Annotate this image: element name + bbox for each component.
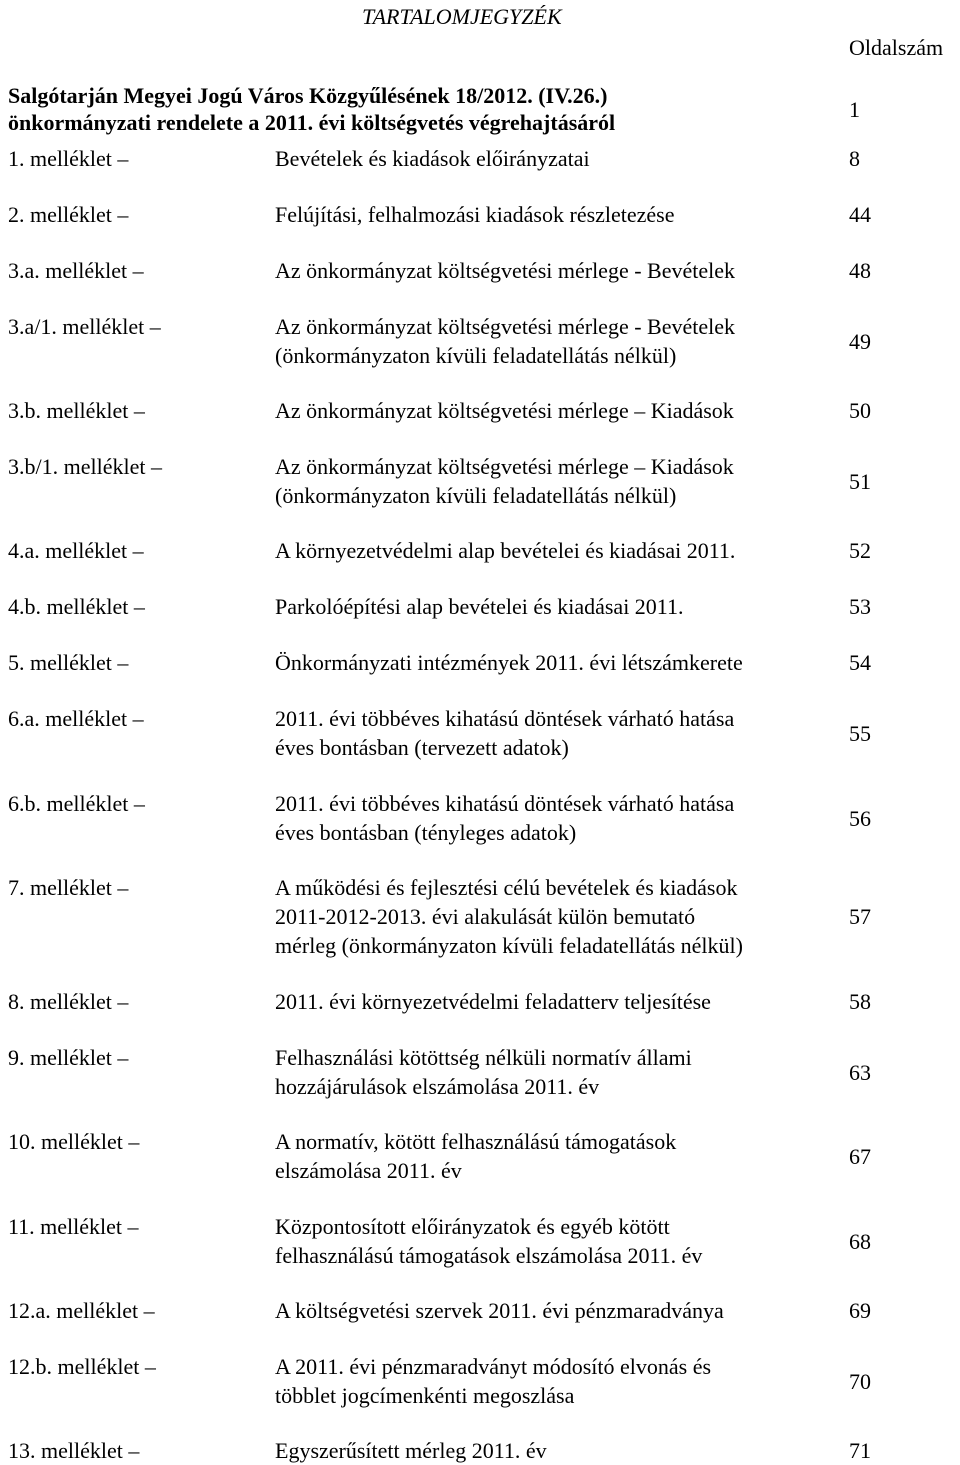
toc-entry-label: 8. melléklet – [8,989,129,1014]
toc-entry-description-line: Önkormányzati intézmények 2011. évi létszámkerete [275,650,743,675]
toc-entry-description-line: A költségvetési szervek 2011. évi pénzmaradványa [275,1298,724,1323]
toc-entry-description [275,592,835,621]
toc-entry-description [275,789,835,847]
toc-entry-description [275,987,835,1016]
toc-entry-page-number: 71 [849,1438,871,1463]
toc-entry-page-number: 57 [849,904,871,929]
toc-entry-label: 3.a/1. melléklet – [8,314,161,339]
toc-entry-page-number: 48 [849,258,871,283]
toc-entry-description-line: Parkolóépítési alap bevételei és kiadásai 2011. [275,594,684,619]
toc-entry-label: 7. melléklet – [8,875,129,900]
toc-entry-page-number: 54 [849,650,871,675]
toc-entry-description-line: hozzájárulások elszámolása 2011. év [275,1074,600,1099]
toc-entry-page-number: 53 [849,594,871,619]
toc-entry-description-line: (önkormányzaton kívüli feladatellátás nélkül) [275,483,677,508]
toc-entry-description-line: Az önkormányzat költségvetési mérlege - Bevételek [275,258,735,283]
toc-entry-label: 10. melléklet – [8,1129,140,1154]
toc-entry-description [275,873,835,960]
toc-entry-description-line: A környezetvédelmi alap bevételei és kiadásai 2011. [275,538,736,563]
toc-entry-description-line: mérleg (önkormányzaton kívüli feladatellátás nélkül) [275,933,743,958]
toc-entry-page-number: 58 [849,989,871,1014]
toc-entry-description-line: Központosított előirányzatok és egyéb kötött [275,1214,670,1239]
toc-title: TARTALOMJEGYZÉK [362,4,562,29]
toc-entry-label: 4.a. melléklet – [8,538,144,563]
intro-line: önkormányzati rendelete a 2011. évi költségvetés végrehajtásáról [8,110,616,135]
toc-entry-description [275,704,835,762]
toc-entry-label: 12.a. melléklet – [8,1298,155,1323]
toc-entry-description [275,200,835,229]
toc-entry-page-number: 70 [849,1368,871,1394]
toc-entry-label: 3.a. melléklet – [8,258,144,283]
toc-entry-page-number: 51 [849,468,871,494]
toc-entry-description [275,1436,835,1465]
intro-line: Salgótarján Megyei Jogú Város Közgyűlésének 18/2012. (IV.26.) [8,83,608,108]
toc-entry-description-line: éves bontásban (tényleges adatok) [275,820,577,845]
page-column-header: Oldalszám [849,35,944,60]
toc-entry-description-line: Az önkormányzat költségvetési mérlege - Bevételek [275,314,735,339]
toc-entry-label: 3.b/1. melléklet – [8,454,162,479]
toc-entry-description [275,396,835,425]
toc-entry-description-line: 2011. évi környezetvédelmi feladatterv teljesítése [275,989,711,1014]
toc-entry-description-line: 2011. évi többéves kihatású döntések várható hatása [275,791,735,816]
intro-page-number: 1 [849,97,860,122]
toc-entry-page-number: 8 [849,146,860,171]
toc-entry-description-line: Az önkormányzat költségvetési mérlege – Kiadások [275,454,734,479]
toc-entry-description-line: éves bontásban (tervezett adatok) [275,735,569,760]
toc-entry-label: 9. melléklet – [8,1045,129,1070]
toc-entry-label: 6.a. melléklet – [8,706,144,731]
toc-entry-label: 11. melléklet – [8,1214,139,1239]
toc-entry-page-number: 50 [849,398,871,423]
toc-entry-page-number: 49 [849,328,871,354]
toc-entry-description-line: többlet jogcímenkénti megoszlása [275,1383,575,1408]
toc-entry-label: 13. melléklet – [8,1438,140,1463]
toc-entry-label: 1. melléklet – [8,146,129,171]
toc-entry-description-line: Felhasználási kötöttség nélküli normatív állami [275,1045,692,1070]
toc-entry-description [275,1043,835,1101]
toc-entry-description-line: Az önkormányzat költségvetési mérlege – Kiadások [275,398,734,423]
toc-entry-page-number: 56 [849,805,871,831]
toc-entry-description-line: Bevételek és kiadások előirányzatai [275,146,590,171]
toc-entry-description-line: A 2011. évi pénzmaradványt módosító elvonás és [275,1354,712,1379]
toc-entry-description-line: 2011-2012-2013. évi alakulását külön bemutató [275,904,696,929]
toc-entry-description-line: 2011. évi többéves kihatású döntések várható hatása [275,706,735,731]
toc-entry-page-number: 63 [849,1059,871,1085]
toc-entry-description [275,1296,835,1325]
toc-entry-label: 5. melléklet – [8,650,129,675]
toc-entry-page-number: 68 [849,1228,871,1254]
toc-entry-page-number: 44 [849,202,871,227]
toc-entry-description-line: (önkormányzaton kívüli feladatellátás nélkül) [275,343,677,368]
toc-entry-description [275,452,835,510]
toc-entry-description-line: elszámolása 2011. év [275,1158,462,1183]
toc-entry-page-number: 69 [849,1298,871,1323]
toc-entry-description [275,144,835,173]
intro-decree-title [8,82,808,136]
toc-entry-label: 2. melléklet – [8,202,129,227]
toc-entry-description-line: Egyszerűsített mérleg 2011. év [275,1438,547,1463]
toc-entry-description [275,312,835,370]
toc-entry-page-number: 55 [849,720,871,746]
toc-entry-description [275,1127,835,1185]
toc-entry-description-line: A működési és fejlesztési célú bevételek és kiadások [275,875,738,900]
toc-entry-description-line: A normatív, kötött felhasználású támogatások [275,1129,677,1154]
toc-entry-description [275,536,835,565]
toc-entry-description [275,648,835,677]
toc-entry-label: 12.b. melléklet – [8,1354,156,1379]
toc-entry-description [275,256,835,285]
toc-entry-label: 6.b. melléklet – [8,791,145,816]
toc-entry-page-number: 67 [849,1143,871,1169]
toc-entry-label: 3.b. melléklet – [8,398,145,423]
toc-entry-description-line: Felújítási, felhalmozási kiadások részletezése [275,202,675,227]
toc-entry-description [275,1212,835,1270]
toc-entry-page-number: 52 [849,538,871,563]
toc-entry-label: 4.b. melléklet – [8,594,145,619]
toc-entry-description-line: felhasználású támogatások elszámolása 2011. év [275,1243,703,1268]
toc-entry-description [275,1352,835,1410]
